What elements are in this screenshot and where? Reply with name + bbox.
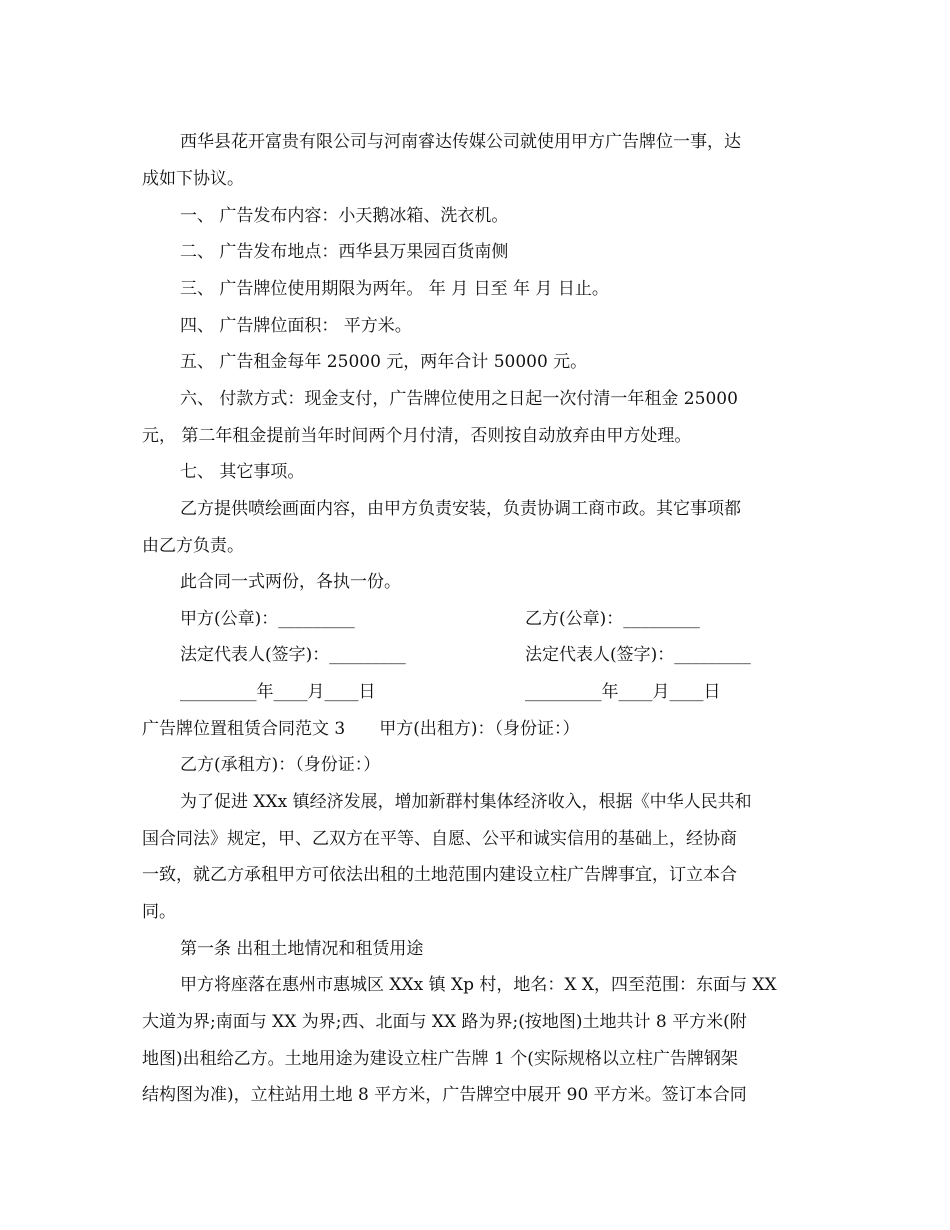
article-heading: 第一条 出租土地情况和租赁用途 xyxy=(180,939,424,959)
paragraph-line: 此合同一式两份，各执一份。 xyxy=(180,572,401,592)
paragraph-line: 乙方(承租方)：（身份证：） xyxy=(180,755,381,775)
party-a-representative: 法定代表人(签字)：_________ xyxy=(180,645,406,665)
party-b-seal: 乙方(公章)：_________ xyxy=(525,609,700,629)
paragraph-line: 为了促进 XXx 镇经济发展，增加新群村集体经济收入，根据《中华人民共和 xyxy=(180,792,752,812)
clause-line: 四、 广告牌位面积： 平方米。 xyxy=(180,316,412,336)
clause-line: 五、 广告租金每年 25000 元，两年合计 50000 元。 xyxy=(180,352,588,372)
paragraph-line: 国合同法》规定，甲、乙双方在平等、自愿、公平和诚实信用的基础上，经协商 xyxy=(142,829,737,849)
section-title-line: 广告牌位置租赁合同范文 3 甲方(出租方)：（身份证：） xyxy=(142,719,580,739)
paragraph-line: 由乙方负责。 xyxy=(142,536,244,556)
party-b-representative: 法定代表人(签字)：_________ xyxy=(525,645,751,665)
paragraph-line: 乙方提供喷绘画面内容，由甲方负责安装，负责协调工商市政。其它事项都 xyxy=(180,499,741,519)
paragraph-line: 成如下协议。 xyxy=(142,169,244,189)
paragraph-line: 结构图为准)，立柱站用土地 8 平方米，广告牌空中展开 90 平方米。签订本合同 xyxy=(142,1085,747,1105)
paragraph-line: 一致，就乙方承租甲方可依法出租的土地范围内建设立柱广告牌事宜，订立本合 xyxy=(142,865,737,885)
paragraph-line: 甲方将座落在惠州市惠城区 XXx 镇 Xp 村，地名：X X，四至范围：东面与 XX xyxy=(180,975,777,995)
party-a-date: _________年____月____日 xyxy=(180,682,376,702)
party-b-date: _________年____月____日 xyxy=(525,682,721,702)
clause-line: 二、 广告发布地点：西华县万果园百货南侧 xyxy=(180,242,509,262)
paragraph-line: 同。 xyxy=(142,902,176,922)
clause-line: 一、 广告发布内容：小天鹅冰箱、洗衣机。 xyxy=(180,206,509,226)
paragraph-line: 地图)出租给乙方。土地用途为建设立柱广告牌 1 个(实际规格以立柱广告牌钢架 xyxy=(142,1049,738,1069)
clause-line: 六、 付款方式：现金支付，广告牌位使用之日起一次付清一年租金 25000 xyxy=(180,389,738,409)
clause-line: 七、 其它事项。 xyxy=(180,462,305,482)
clause-line: 三、 广告牌位使用期限为两年。 年 月 日至 年 月 日止。 xyxy=(180,279,609,299)
paragraph-line: 大道为界;南面与 XX 为界;西、北面与 XX 路为界;(按地图)土地共计 8 平方米(附 xyxy=(142,1012,747,1032)
paragraph-line: 西华县花开富贵有限公司与河南睿达传媒公司就使用甲方广告牌位一事，达 xyxy=(180,132,741,152)
party-a-seal: 甲方(公章)：_________ xyxy=(180,609,355,629)
clause-line: 元， 第二年租金提前当年时间两个月付清，否则按自动放弃由甲方处理。 xyxy=(142,426,692,446)
